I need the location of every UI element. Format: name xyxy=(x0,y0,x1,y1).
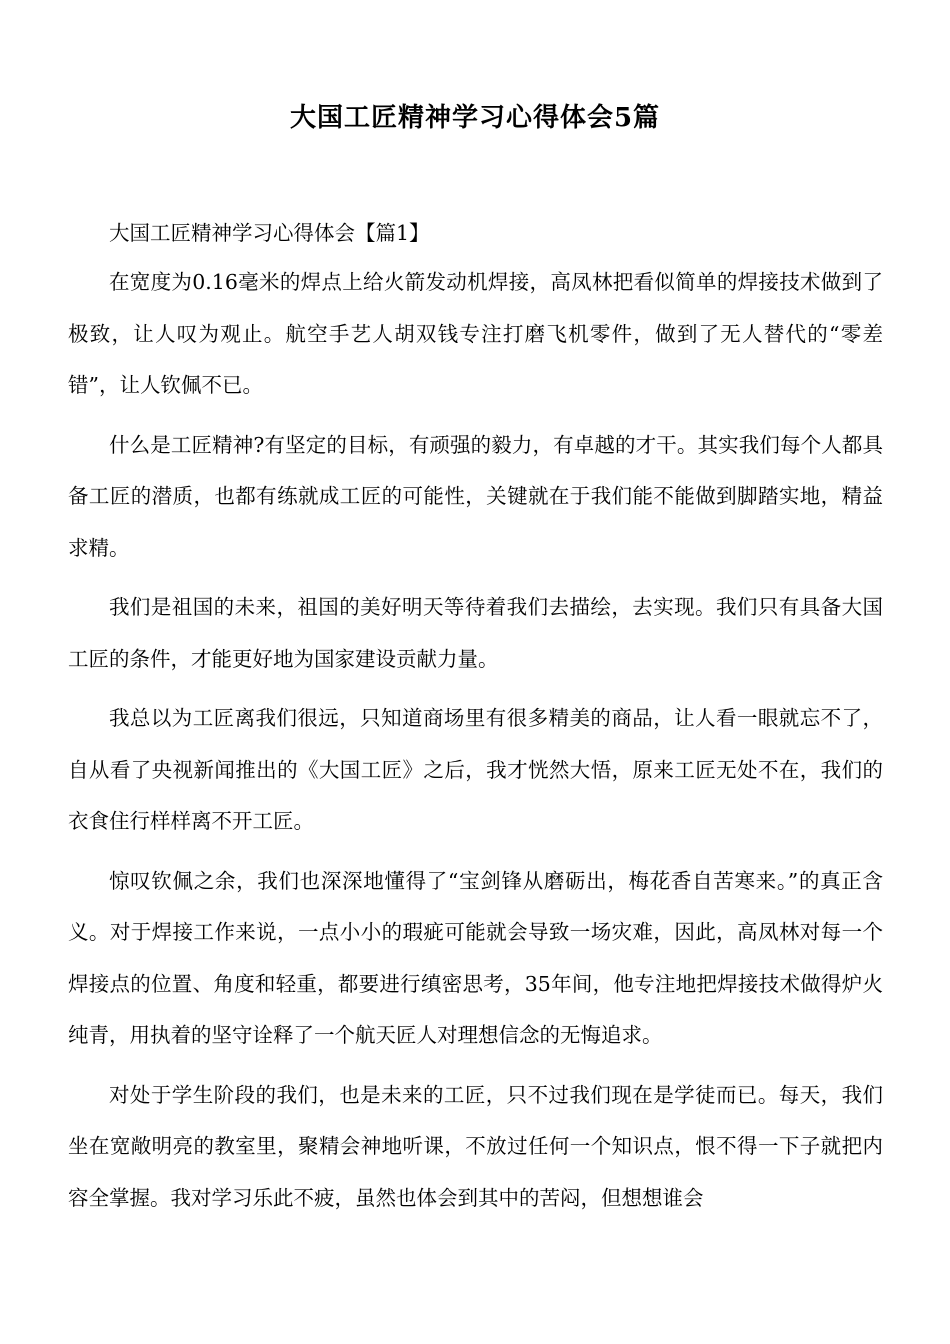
paragraph-5: 惊叹钦佩之余，我们也深深地懂得了“宝剑锋从磨砺出，梅花香自苦寒来。”的真正含义。对于焊接工作来说，一点小小的瑕疵可能就会导致一场灾难，因此，高凤林对每一个焊接点的位置、角度和轻重，都要进行缜密思考，35年间，他专注地把焊接技术做得炉火纯青，用执着的坚守诠释了一个航天匠人对理想信念的无悔追求。 xyxy=(68,868,883,1047)
section-heading: 大国工匠精神学习心得体会【篇1】 xyxy=(109,221,430,245)
paragraph-1: 在宽度为0.16毫米的焊点上给火箭发动机焊接，高凤林把看似简单的焊接技术做到了极致，让人叹为观止。航空手艺人胡双钱专注打磨飞机零件，做到了无人替代的“零差错”，让人钦佩不已。 xyxy=(68,270,883,397)
paragraph-2: 什么是工匠精神?有坚定的目标，有顽强的毅力，有卓越的才干。其实我们每个人都具备工匠的潜质，也都有练就成工匠的可能性，关键就在于我们能不能做到脚踏实地，精益求精。 xyxy=(68,432,883,560)
paragraph-4: 我总以为工匠离我们很远，只知道商场里有很多精美的商品，让人看一眼就忘不了，自从看了央视新闻推出的《大国工匠》之后，我才恍然大悟，原来工匠无处不在，我们的衣食住行样样离不开工匠。 xyxy=(68,706,883,833)
document-title: 大国工匠精神学习心得体会5篇 xyxy=(289,103,661,133)
paragraph-6: 对处于学生阶段的我们，也是未来的工匠，只不过我们现在是学徒而已。每天，我们坐在宽敞明亮的教室里，聚精会神地听课，不放过任何一个知识点，恨不得一下子就把内容全掌握。我对学习乐此不疲，虽然也体会到其中的苦闷，但想想谁会 xyxy=(68,1082,883,1210)
document-body xyxy=(68,213,883,1232)
paragraph-3: 我们是祖国的未来，祖国的美好明天等待着我们去描绘，去实现。我们只有具备大国工匠的条件，才能更好地为国家建设贡献力量。 xyxy=(68,595,883,671)
